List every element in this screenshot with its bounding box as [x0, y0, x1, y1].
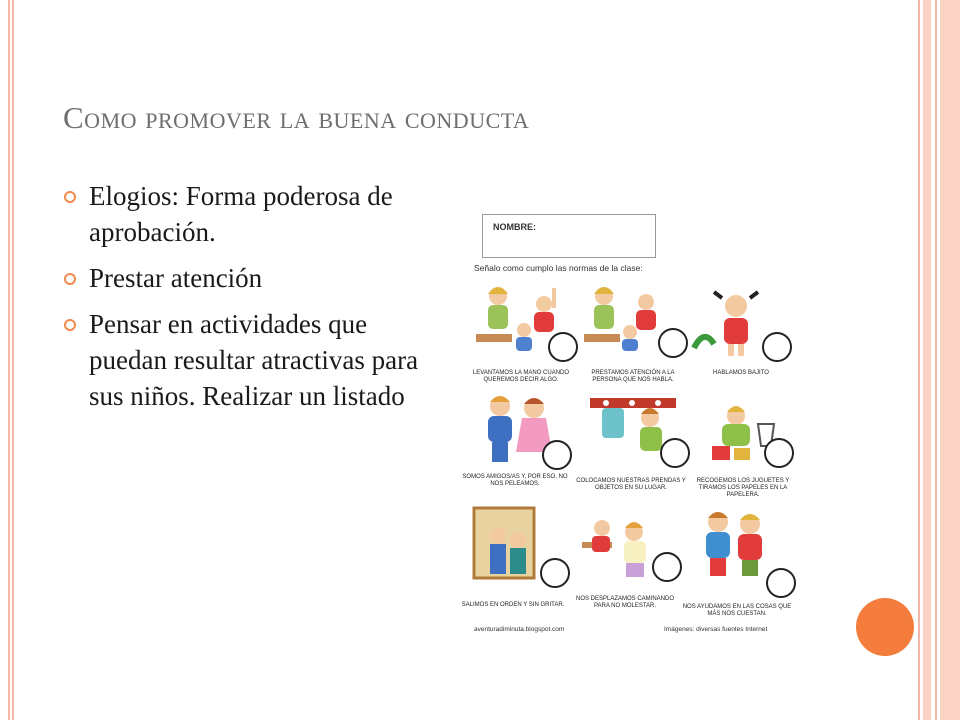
- bullet-text: Elogios: Forma poderosa de aprobación.: [89, 181, 393, 247]
- checkbox-circle[interactable]: [762, 332, 792, 362]
- bullet-list: [64, 178, 424, 424]
- footer-source-right: Imágenes: diversas fuentes Internet: [664, 626, 768, 633]
- footer-source-left: aventuradiminuta.blogspot.com: [474, 626, 565, 633]
- caption-help-each-other: NOS AYUDAMOS EN LAS COSAS QUE MÁS NOS CUESTAN.: [682, 604, 792, 617]
- bullet-text: Prestar atención: [89, 263, 263, 293]
- bullet-item-atencion: [64, 260, 424, 296]
- checkbox-circle[interactable]: [540, 558, 570, 588]
- checkbox-circle[interactable]: [764, 438, 794, 468]
- right-border-band-outer: [940, 0, 960, 720]
- checkbox-circle[interactable]: [652, 552, 682, 582]
- caption-hang-clothes: COLOCAMOS NUESTRAS PRENDAS Y OBJETOS EN SU LUGAR.: [576, 478, 686, 491]
- slide-title: Como promover la buena conducta: [63, 100, 530, 135]
- caption-walk-calmly: NOS DESPLAZAMOS CAMINANDO PARA NO MOLESTAR.: [575, 596, 674, 609]
- right-border-line: [918, 0, 920, 720]
- checkbox-circle[interactable]: [766, 568, 796, 598]
- checkbox-circle[interactable]: [658, 328, 688, 358]
- caption-speak-quietly: HABLAMOS BAJITO: [713, 370, 769, 376]
- bullet-icon: [64, 191, 76, 203]
- caption-pay-attention: PRESTAMOS ATENCIÓN A LA PERSONA QUE NOS HABLA.: [591, 370, 675, 383]
- bullet-icon: [64, 273, 76, 285]
- worksheet-instruction: Señalo como cumplo las normas de la clase:: [474, 263, 643, 273]
- checkbox-circle[interactable]: [542, 440, 572, 470]
- bullet-item-elogios: [64, 178, 424, 250]
- bullet-icon: [64, 319, 76, 331]
- name-box: [482, 214, 656, 258]
- left-border-line: [8, 0, 10, 720]
- caption-friends: SOMOS AMIGOS/AS Y, POR ESO, NO NOS PELEAMOS.: [462, 474, 568, 487]
- caption-leave-in-order: SALIMOS EN ORDEN Y SIN GRITAR.: [461, 602, 565, 608]
- caption-tidy-toys: RECOGEMOS LOS JUGUETES Y TIRAMOS LOS PAPELES EN LA PAPELERA.: [696, 478, 790, 498]
- bullet-text: Pensar en actividades que puedan resultar atractivas para sus niños. Realizar un listado: [89, 309, 419, 411]
- bullet-item-actividades: [64, 306, 424, 414]
- right-border-band: [923, 0, 931, 720]
- caption-raise-hand: LEVANTAMOS LA MANO CUANDO QUEREMOS DECIR ALGO.: [472, 370, 570, 383]
- left-border-line-inner: [12, 0, 14, 720]
- checkbox-circle[interactable]: [548, 332, 578, 362]
- illustration-help-each-other: [688, 506, 782, 580]
- checkbox-circle[interactable]: [660, 438, 690, 468]
- name-label: NOMBRE:: [493, 222, 536, 232]
- right-border-line-2: [935, 0, 937, 720]
- accent-circle: [856, 598, 914, 656]
- worksheet-image: [461, 206, 818, 638]
